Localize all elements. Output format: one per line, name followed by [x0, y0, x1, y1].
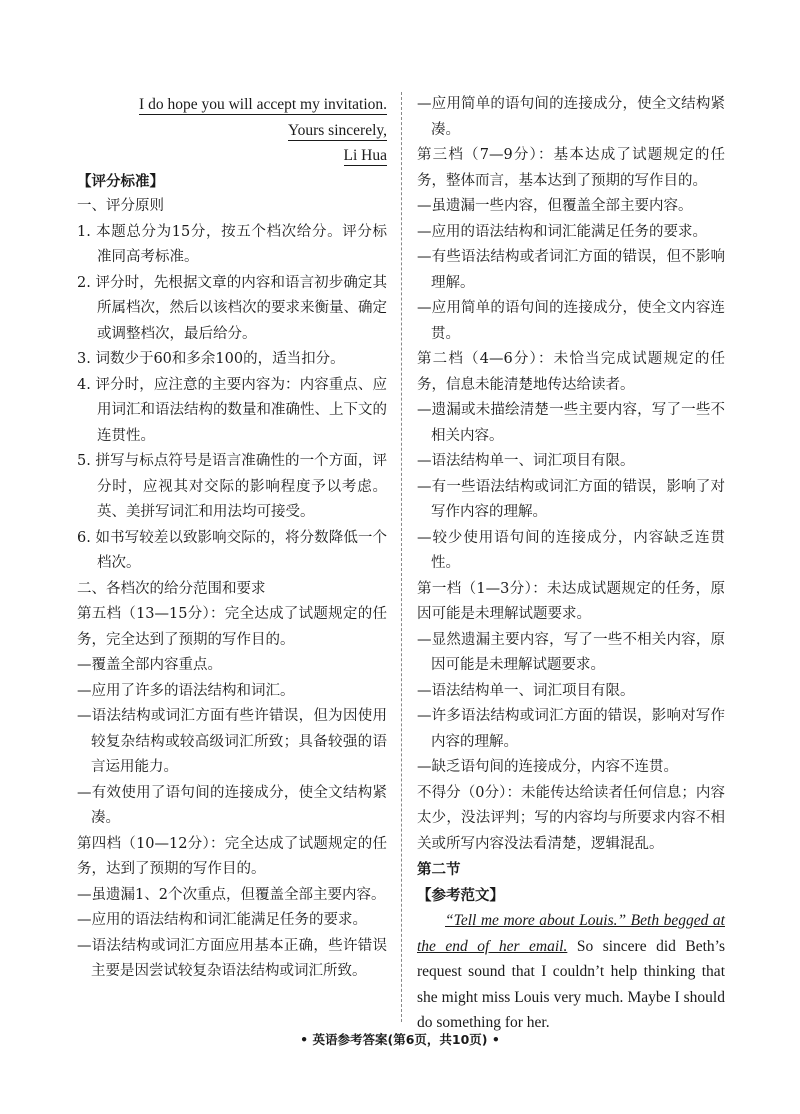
sample-essay-heading: 【参考范文】	[417, 886, 504, 904]
principle-item: 6. 如书写较差以致影响交际的，将分数降低一个档次。	[77, 529, 387, 571]
tier3-item: —有些语法结构或者词汇方面的错误，但不影响理解。	[417, 249, 725, 291]
column-divider	[401, 92, 402, 1022]
left-column	[77, 92, 387, 985]
right-column	[417, 92, 725, 1036]
principle-item: 4. 评分时，应注意的主要内容为：内容重点、应用词汇和语法结构的数量和准确性、上下文的连贯性。	[77, 376, 387, 444]
tier3-item: —虽遗漏一些内容，但覆盖全部主要内容。	[417, 198, 693, 214]
principle-item: 5. 拼写与标点符号是语言准确性的一个方面，评分时，应视其对交际的影响程度予以考虑。英、美拼写词汇和用法均可接受。	[77, 453, 387, 520]
tier5-item: —应用了许多的语法结构和词汇。	[77, 682, 295, 699]
tiers-title: 二、各档次的给分范围和要求	[77, 580, 266, 597]
essay-text: So sincere did Beth’s request sound that I couldn’t help thinking that she might miss Louis very much. Maybe I should do something for her.	[417, 937, 725, 1031]
tier2-item: —较少使用语句间的连接成分，内容缺乏连贯性。	[417, 529, 725, 571]
tier2-title: 第二档（4—6分）：未恰当完成试题规定的任务，信息未能清楚地传达给读者。	[417, 351, 725, 393]
tier1-item: —缺乏语句间的连接成分，内容不连贯。	[417, 759, 678, 775]
principles-title: 一、评分原则	[77, 198, 164, 214]
tier5-item: —覆盖全部内容重点。	[77, 657, 222, 673]
letter-closing: I do hope you will accept my invitation.	[139, 96, 387, 113]
tier5-item: —语法结构或词汇方面有些许错误，但为因使用较复杂结构或较高级词汇所致；具备较强的语言运用能力。	[77, 708, 387, 775]
principle-item: 1. 本题总分为15分，按五个档次给分。评分标准同高考标准。	[77, 223, 387, 265]
scoring-heading: 【评分标准】	[77, 172, 164, 190]
tier5-item: —有效使用了语句间的连接成分，使全文结构紧凑。	[77, 784, 387, 826]
tier4-item: —语法结构或词汇方面应用基本正确，些许错误主要是因尝试较复杂语法结构或词汇所致。	[77, 937, 387, 979]
tier3-item: —应用的语法结构和词汇能满足任务的要求。	[417, 223, 707, 240]
tier1-title: 第一档（1—3分）：未达成试题规定的任务，原因可能是未理解试题要求。	[417, 580, 725, 622]
letter-sign-off: Yours sincerely,	[287, 121, 387, 139]
tier1-item: —显然遗漏主要内容，写了一些不相关内容，原因可能是未理解试题要求。	[417, 631, 725, 673]
tier2-item: —遗漏或未描绘清楚一些主要内容，写了一些不相关内容。	[417, 402, 725, 444]
tier3-title: 第三档（7—9分）：基本达成了试题规定的任务，整体而言，基本达到了预期的写作目的。	[417, 147, 725, 189]
principle-item: 2. 评分时，先根据文章的内容和语言初步确定其所属档次，然后以该档次的要求来衡量、确定或调整档次，最后给分。	[77, 274, 387, 342]
page-footer: • 英语参考答案(第6页，共10页) •	[300, 1032, 500, 1047]
tier5-title: 第五档（13—15分）：完全达成了试题规定的任务，完全达到了预期的写作目的。	[77, 606, 387, 648]
tier4-item: —虽遗漏1、2个次重点，但覆盖全部主要内容。	[77, 886, 386, 903]
letter-signature: Li Hua	[343, 147, 387, 164]
tier4-title: 第四档（10—12分）：完全达成了试题规定的任务，达到了预期的写作目的。	[77, 835, 387, 877]
tier1-item: —许多语法结构或词汇方面的错误，影响对写作内容的理解。	[417, 708, 725, 750]
essay-quote: “Tell me more about Louis.” Beth begged at the end of her email.	[417, 912, 725, 955]
tier4-item: —应用的语法结构和词汇能满足任务的要求。	[77, 912, 367, 928]
tier4-item: —应用简单的语句间的连接成分，使全文结构紧凑。	[417, 96, 725, 138]
tier2-item: —有一些语法结构或词汇方面的错误，影响了对写作内容的理解。	[417, 478, 725, 520]
tier1-item: —语法结构单一、词汇项目有限。	[417, 682, 635, 699]
section-two-title: 第二节	[417, 861, 461, 878]
principle-item: 3. 词数少于60和多余100的，适当扣分。	[77, 351, 345, 367]
tier3-item: —应用简单的语句间的连接成分，使全文内容连贯。	[417, 300, 725, 342]
sample-essay	[417, 908, 725, 1036]
tier0-text: 不得分（0分）：未能传达给读者任何信息；内容太少，没法评判；写的内容均与所要求内容不相关或所写内容没法看清楚，逻辑混乱。	[417, 784, 725, 852]
tier2-item: —语法结构单一、词汇项目有限。	[417, 453, 635, 469]
